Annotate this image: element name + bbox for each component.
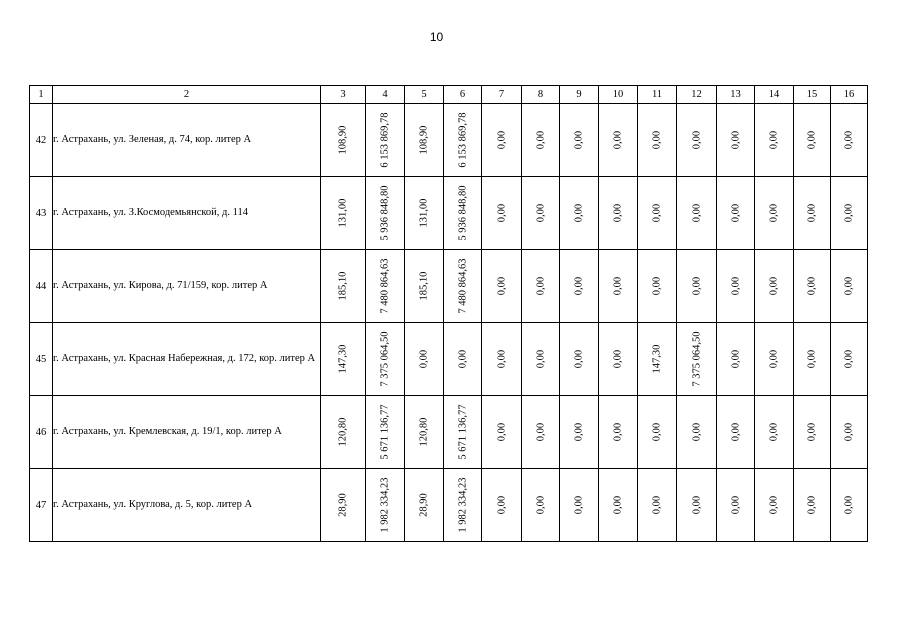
value-cell [794,177,831,250]
address-cell: г. Астрахань, ул. З.Космодемьянской, д. 114 [53,177,321,250]
value-cell [599,177,638,250]
value-cell [482,177,522,250]
column-header: 16 [831,86,868,104]
address-cell: г. Астрахань, ул. Кремлевская, д. 19/1, кор. литер А [53,396,321,469]
value-text: 0,00 [496,203,507,223]
value-cell [717,469,755,542]
value-text: 0,00 [573,495,585,515]
value-cell [599,250,638,323]
value-text: 0,00 [843,495,855,515]
value-text: 0,00 [730,349,741,369]
value-cell [366,469,405,542]
value-text: 0,00 [573,130,585,150]
value-text: 0,00 [573,276,585,296]
value-cell [482,104,522,177]
value-text: 0,00 [612,130,624,150]
value-text: 0,00 [612,422,624,442]
column-header: 10 [599,86,638,104]
value-text: 0,00 [843,422,855,442]
value-cell [482,396,522,469]
table-row [30,396,868,469]
value-cell [405,104,444,177]
value-cell [717,104,755,177]
value-text: 0,00 [457,349,468,369]
value-cell [560,177,599,250]
value-text: 5 936 848,80 [457,185,468,241]
value-cell [831,323,868,396]
value-cell [522,104,560,177]
value-text: 0,00 [806,203,818,223]
value-text: 0,00 [651,130,663,150]
column-header: 7 [482,86,522,104]
value-cell [677,250,717,323]
value-text: 0,00 [573,203,585,223]
value-text: 0,00 [573,422,585,442]
value-cell [321,323,366,396]
column-header: 9 [560,86,599,104]
row-number-cell: 44 [30,250,53,323]
value-cell [755,104,794,177]
value-cell [794,469,831,542]
value-text: 0,00 [768,349,780,369]
value-cell [560,396,599,469]
value-text: 0,00 [691,276,702,296]
value-cell [831,177,868,250]
value-text: 147,30 [651,344,663,374]
value-text: 0,00 [612,276,624,296]
column-header: 13 [717,86,755,104]
column-header: 4 [366,86,405,104]
value-text: 6 153 869,78 [379,112,391,168]
value-cell [717,250,755,323]
value-text: 0,00 [843,276,855,296]
value-text: 5 936 848,80 [379,185,391,241]
value-text: 28,90 [418,493,430,517]
row-number-cell: 43 [30,177,53,250]
row-number-cell: 45 [30,323,53,396]
value-cell [482,469,522,542]
value-text: 0,00 [612,349,624,369]
value-cell [366,104,405,177]
value-cell [482,323,522,396]
column-header: 5 [405,86,444,104]
value-text: 0,00 [843,130,855,150]
column-header: 3 [321,86,366,104]
value-cell [321,104,366,177]
value-text: 0,00 [651,276,663,296]
address-cell: г. Астрахань, ул. Кирова, д. 71/159, кор. литер А [53,250,321,323]
value-cell [831,104,868,177]
value-text: 0,00 [768,203,780,223]
column-header: 8 [522,86,560,104]
value-cell [677,104,717,177]
value-cell [482,250,522,323]
value-text: 0,00 [806,349,818,369]
value-cell [638,396,677,469]
value-cell [599,323,638,396]
value-text: 0,00 [535,203,546,223]
value-text: 7 375 064,50 [379,331,391,387]
value-text: 0,00 [730,203,741,223]
value-cell [717,323,755,396]
row-number-cell: 47 [30,469,53,542]
row-number-cell: 42 [30,104,53,177]
table-row [30,469,868,542]
value-text: 0,00 [768,495,780,515]
value-cell [321,177,366,250]
value-text: 0,00 [768,422,780,442]
value-cell [638,469,677,542]
column-header: 2 [53,86,321,104]
value-cell [444,250,482,323]
value-text: 0,00 [843,349,855,369]
value-text: 0,00 [730,276,741,296]
value-cell [755,469,794,542]
value-text: 0,00 [730,495,741,515]
value-cell [755,250,794,323]
value-text: 6 153 869,78 [457,112,468,168]
value-cell [638,323,677,396]
value-text: 0,00 [843,203,855,223]
value-cell [522,469,560,542]
value-cell [831,250,868,323]
value-cell [599,469,638,542]
value-text: 120,80 [337,417,349,447]
table-row [30,104,868,177]
value-cell [444,177,482,250]
value-cell [677,396,717,469]
value-cell [522,323,560,396]
value-cell [522,250,560,323]
page-number: 10 [429,30,444,44]
table-row [30,323,868,396]
address-cell: г. Астрахань, ул. Круглова, д. 5, кор. литер А [53,469,321,542]
value-text: 0,00 [691,130,702,150]
value-text: 7 480 864,63 [379,258,391,314]
value-cell [405,396,444,469]
value-text: 0,00 [691,495,702,515]
value-text: 108,90 [418,125,430,155]
table-row [30,250,868,323]
value-cell [794,323,831,396]
value-text: 147,30 [337,344,349,374]
value-cell [405,469,444,542]
value-cell [831,396,868,469]
value-text: 108,90 [337,125,349,155]
value-text: 0,00 [496,276,507,296]
value-text: 0,00 [806,276,818,296]
value-cell [560,250,599,323]
value-cell [831,469,868,542]
value-text: 0,00 [651,495,663,515]
value-cell [638,177,677,250]
value-cell [366,396,405,469]
value-cell [366,250,405,323]
address-cell: г. Астрахань, ул. Зеленая, д. 74, кор. литер А [53,104,321,177]
value-cell [366,177,405,250]
value-text: 185,10 [337,271,349,301]
value-text: 0,00 [535,422,546,442]
value-text: 0,00 [612,203,624,223]
value-cell [444,469,482,542]
value-text: 0,00 [730,422,741,442]
value-text: 0,00 [573,349,585,369]
table-header-row [30,86,868,104]
value-cell [444,396,482,469]
value-text: 5 671 136,77 [457,404,468,460]
value-text: 131,00 [418,198,430,228]
value-text: 0,00 [535,130,546,150]
value-cell [321,396,366,469]
value-text: 0,00 [806,130,818,150]
table-row [30,177,868,250]
value-text: 0,00 [768,276,780,296]
value-text: 0,00 [612,495,624,515]
value-text: 5 671 136,77 [379,404,391,460]
column-header: 15 [794,86,831,104]
value-text: 7 480 864,63 [457,258,468,314]
value-cell [522,177,560,250]
value-cell [522,396,560,469]
value-cell [405,323,444,396]
value-text: 0,00 [651,422,663,442]
value-text: 0,00 [535,349,546,369]
value-text: 0,00 [496,349,507,369]
value-text: 0,00 [768,130,780,150]
value-text: 0,00 [496,422,507,442]
value-cell [794,104,831,177]
value-text: 1 982 334,23 [379,477,391,533]
value-text: 7 375 064,50 [691,331,702,387]
value-cell [405,250,444,323]
value-text: 185,10 [418,271,430,301]
value-cell [599,104,638,177]
value-cell [794,250,831,323]
value-cell [677,177,717,250]
value-text: 0,00 [806,422,818,442]
value-text: 1 982 334,23 [457,477,468,533]
value-text: 0,00 [418,349,430,369]
value-text: 120,80 [418,417,430,447]
value-cell [638,104,677,177]
value-text: 0,00 [535,276,546,296]
row-number-cell: 46 [30,396,53,469]
value-text: 131,00 [337,198,349,228]
value-cell [444,104,482,177]
value-cell [444,323,482,396]
value-cell [599,396,638,469]
column-header: 12 [677,86,717,104]
column-header: 6 [444,86,482,104]
value-cell [366,323,405,396]
value-cell [560,104,599,177]
data-table [29,85,868,542]
value-cell [717,177,755,250]
value-text: 0,00 [691,203,702,223]
value-cell [717,396,755,469]
column-header: 1 [30,86,53,104]
value-cell [321,250,366,323]
value-cell [560,469,599,542]
value-text: 0,00 [651,203,663,223]
column-header: 11 [638,86,677,104]
value-cell [321,469,366,542]
value-cell [560,323,599,396]
value-cell [405,177,444,250]
value-text: 0,00 [496,495,507,515]
value-cell [638,250,677,323]
value-cell [677,323,717,396]
value-text: 0,00 [496,130,507,150]
value-text: 0,00 [691,422,702,442]
value-text: 0,00 [535,495,546,515]
value-cell [755,323,794,396]
value-text: 28,90 [337,493,349,517]
address-cell: г. Астрахань, ул. Красная Набережная, д. 172, кор. литер А [53,323,321,396]
value-text: 0,00 [806,495,818,515]
value-cell [794,396,831,469]
value-text: 0,00 [730,130,741,150]
value-cell [755,177,794,250]
value-cell [677,469,717,542]
column-header: 14 [755,86,794,104]
value-cell [755,396,794,469]
